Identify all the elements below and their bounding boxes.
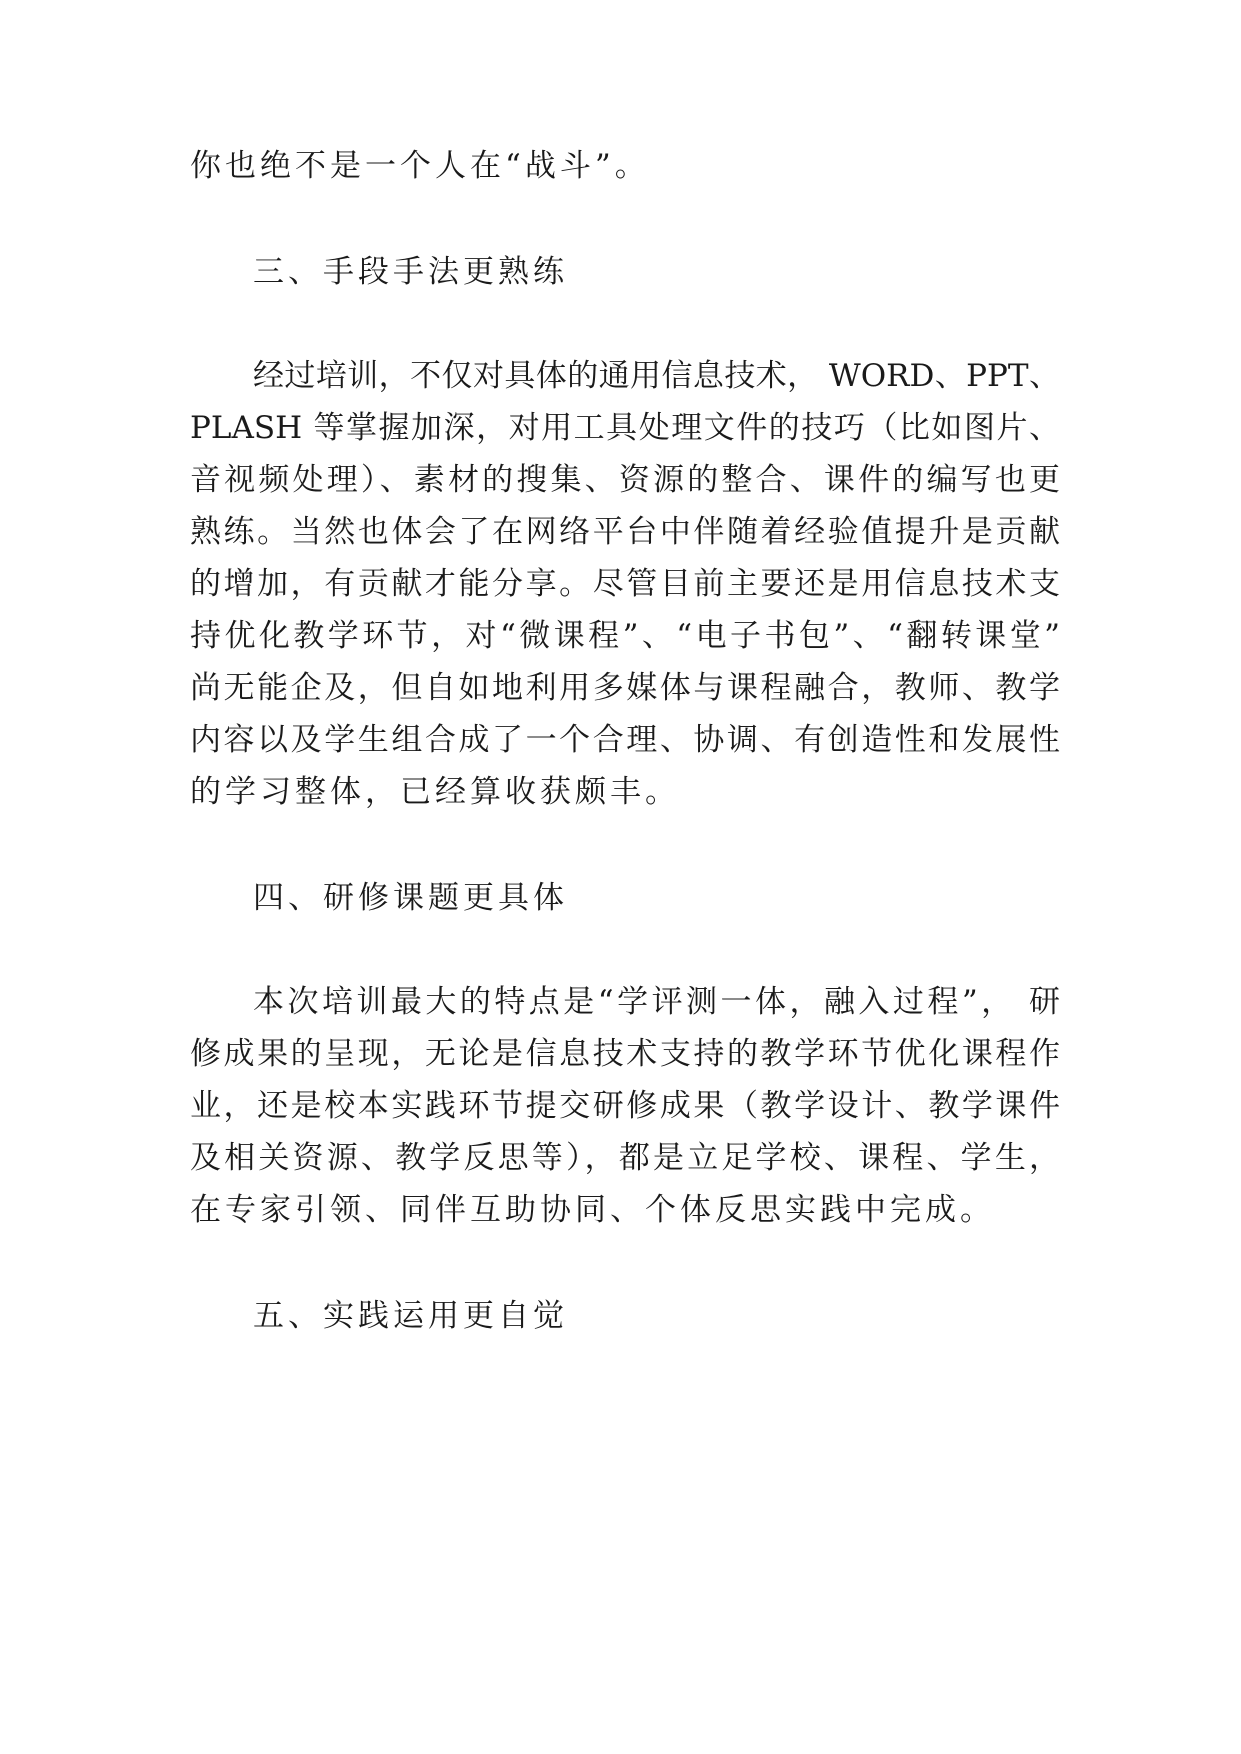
paragraph-line: PLASH 等掌握加深，对用工具处理文件的技巧（比如图片、 — [190, 410, 1060, 446]
paragraph-line: 的增加，有贡献才能分享。尽管目前主要还是用信息技术支 — [190, 566, 1060, 602]
paragraph-line: 在专家引领、同伴互助协同、个体反思实践中完成。 — [190, 1192, 995, 1228]
section-heading: 五、实践运用更自觉 — [253, 1298, 568, 1334]
paragraph-line: 修成果的呈现，无论是信息技术支持的教学环节优化课程作 — [190, 1036, 1060, 1072]
paragraph-line: 你也绝不是一个人在“战斗”。 — [190, 148, 650, 184]
paragraph-line: 本次培训最大的特点是“学评测一体，融入过程”， 研 — [253, 984, 1060, 1020]
paragraph-line: 持优化教学环节，对“微课程”、“电子书包”、“翻转课堂” — [190, 618, 1060, 654]
paragraph-line: 经过培训，不仅对具体的通用信息技术， WORD、PPT、 — [253, 358, 1060, 394]
paragraph-line: 内容以及学生组合成了一个合理、协调、有创造性和发展性 — [190, 722, 1060, 758]
section-heading: 四、研修课题更具体 — [253, 880, 568, 916]
section-heading: 三、手段手法更熟练 — [253, 254, 568, 290]
paragraph-line: 的学习整体，已经算收获颇丰。 — [190, 774, 680, 810]
paragraph-line: 熟练。当然也体会了在网络平台中伴随着经验值提升是贡献 — [190, 514, 1060, 550]
paragraph-line: 音视频处理）、素材的搜集、资源的整合、课件的编写也更 — [190, 462, 1060, 498]
paragraph-line: 及相关资源、教学反思等），都是立足学校、课程、学生， — [190, 1140, 1060, 1176]
paragraph-line: 业，还是校本实践环节提交研修成果（教学设计、教学课件 — [190, 1088, 1060, 1124]
paragraph-line: 尚无能企及，但自如地利用多媒体与课程融合，教师、教学 — [190, 670, 1060, 706]
